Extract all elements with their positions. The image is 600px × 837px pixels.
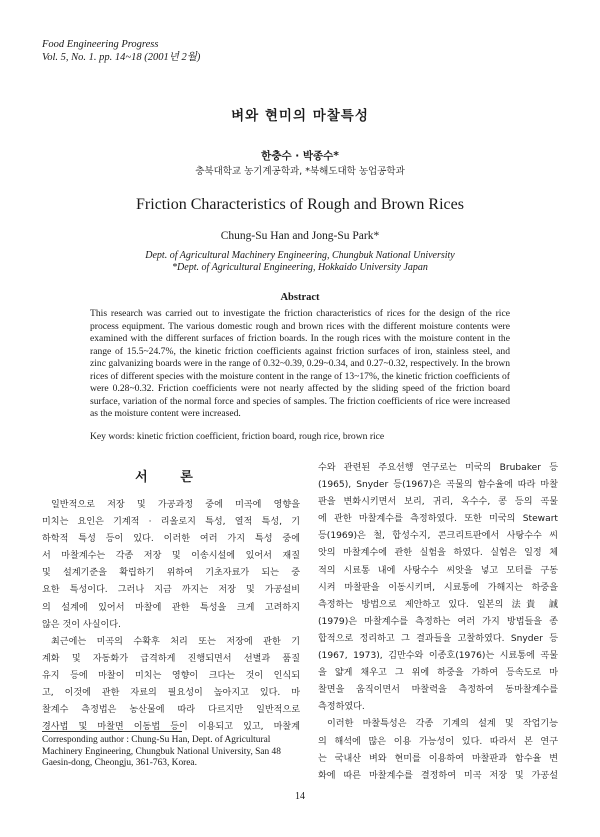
korean-authors: 한충수 · 박종수* [261,150,339,162]
text-line: 고, 이것에 관한 자료의 필요성이 높아지고 있다. 마 [42,688,300,699]
text-line: 요한 특성이다. 그러나 지금 까지는 저장 및 가공설비 [42,585,300,596]
text-line: 등(1969)은 철, 합성수지, 콘크리트판에서 사탕수수 씨 [318,531,558,542]
text-line: 화에 따른 마찰계수를 결정하여 미곡 저장 및 가공설 [318,770,558,781]
affiliation-line: Dept. of Agricultural Machinery Engineering, Chungbuk National University [145,250,455,261]
korean-affiliation: 충북대학교 농기계공학과, *북해도대학 농업공학과 [195,166,405,177]
text-line: 최근에는 미곡의 수확후 처리 또는 저장에 관한 기 [51,636,300,647]
text-line: 미치는 요인은 기계적 · 리올로지 특성, 열적 특성, 기 [42,517,300,528]
text-line: 판을 변화시키면서 보리, 귀리, 옥수수, 콩 등의 곡물 [318,497,558,508]
text-line: 측정하였다. [318,702,365,713]
text-line: 하학적 특성 등이 있다. 이러한 여러 가지 특성 중에 [42,534,300,545]
english-affiliations [0,250,600,274]
footnote-line: Gaesin-dong, Cheongju, 361-763, Korea. [42,758,197,768]
text-line: 이러한 마찰특성은 각종 기계의 설계 및 작업기능 [327,719,558,730]
journal-volume: Vol. 5, No. 1. pp. 14~18 (2001년 2월) [42,52,201,63]
text-line: 을 얇게 채우고 그 위에 하중을 가하여 등속도로 마 [318,668,558,679]
text-line: 일반적으로 저장 및 가공과정 중에 미곡에 영향을 [51,500,300,510]
text-line: (1965), Snyder 등(1967)은 곡물의 함수율에 따라 마찰 [318,480,558,491]
text-line: (1979)은 마찰계수를 측정하는 여러 가지 방법들을 종 [318,616,558,627]
text-line: 의 설계에 있어서 마찰에 관한 특성을 크게 고려하지 [42,602,300,613]
text-line: 계화 및 자동화가 급격하게 진행되면서 선별과 품질 [42,653,300,664]
abstract-text: This research was carried out to investigate the friction characteristics of rices for the design of the rice process equipment. The various domestic rough and brown rices with the different moisture contents were examined with the different surfaces of friction boards. In the rough rices with the moisture content in the range of 15.5~24.7%, the kinetic friction coefficients against friction surfaces of iron, stainless steel, and zinc galvanizing boards were in the range of 0.32~0.39, 0.29~0.34, and 0.27~0.32, respectively. In the brown rices of different species with the moisture content in the range of 13~17%, the kinetic friction coefficients of were 0.28~0.32. Friction coefficients were not nearly affected by the sliding speed of the friction board surface, variation of the normal force and species of samples. The friction coefficients of rice were increased as the moisture content were increased. [90,308,510,419]
keywords: Key words: kinetic friction coefficient, friction board, rough rice, brown rice [90,431,385,442]
english-title: Friction Characteristics of Rough and Brown Rices [136,196,464,213]
korean-title: 벼와 현미의 마찰특성 [231,108,369,124]
text-line: 합적으로 정리하고 그 결과들을 고찰하였다. Snyder 등 [318,633,558,644]
page-number: 14 [295,791,305,802]
journal-header [42,38,200,64]
text-line: 경사법 및 마찰면 이동법 등이 이용되고 있고, 마찰계 [42,722,300,733]
text-line: 측정하는 방법으로 제안하고 있다. 일본의 法貴 誠 [318,599,558,610]
text-line: 찰계수 측정법은 농산물에 따라 다르지만 일반적으로 [42,705,300,716]
journal-name: Food Engineering Progress [42,39,159,50]
text-line: 및 설계기준을 확립하기 위하여 기초자료가 되는 중 [42,568,300,579]
footnote-divider [42,731,182,732]
footnote-line: Corresponding author : Chung-Su Han, Dept. of Agricultural [42,735,271,745]
text-line: 적의 시료통 내에 사탕수수 씨앗을 넣고 모터를 구동 [318,565,558,576]
text-line: 에 관한 마찰계수를 측정하였다. 또한 미국의 Stewart [318,514,558,525]
text-line: 의 해석에 많은 이용 가능성이 있다. 따라서 본 연구 [318,736,558,747]
footnote-line: Machinery Engineering, Chungbuk National University, San 48 [42,746,281,757]
english-authors: Chung-Su Han and Jong-Su Park* [220,230,380,242]
text-line: 는 국내산 벼와 현미를 이용하여 마찰판과 함수율 변 [318,753,558,764]
text-line: 수와 관련된 주요선행 연구로는 미국의 Brubaker 등 [318,463,558,473]
section-heading-introduction: 서 론 [135,470,207,485]
footnote [42,735,302,770]
affiliation-line: *Dept. of Agricultural Engineering, Hokkaido University Japan [172,262,428,273]
text-line: 앗의 마찰계수에 관한 실험을 하였다. 실험은 일정 체 [318,548,558,559]
text-line: (1967, 1973), 김만수와 이종호(1976)는 시료통에 곡물 [318,651,558,662]
text-line: 유지 등에 마찰이 미치는 영향이 크다는 것이 인식되 [42,670,300,681]
text-line: 않은 것이 사실이다. [42,619,121,630]
right-column [318,460,558,785]
text-line: 시켜 마찰판을 이동시키며, 시료통에 가해지는 하중을 [318,582,558,593]
text-line: 찰면을 움직이면서 마찰력을 측정하여 동마찰계수를 [318,685,558,696]
left-column [42,497,300,736]
text-line: 서 마찰계수는 각종 저장 및 이송시설에 있어서 재질 [42,551,300,562]
abstract-heading: Abstract [280,292,320,303]
